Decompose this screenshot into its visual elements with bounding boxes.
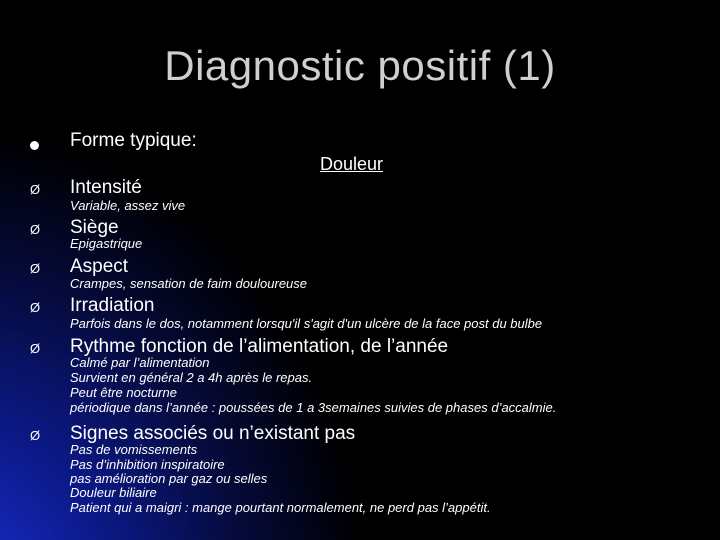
item-detail: Peut être nocturne xyxy=(70,385,177,400)
item-detail: périodique dans l’année : poussées de 1 a 3semaines suivies de phases d’accalmie. xyxy=(70,400,557,415)
arrow-bullet-icon: Ø xyxy=(30,341,41,356)
item-detail: Survient en général 2 a 4h après le repas. xyxy=(70,370,313,385)
item-heading: Siège xyxy=(70,217,119,238)
item-detail: Parfois dans le dos, notamment lorsqu'il s'agit d'un ulcère de la face post du bulbe xyxy=(70,316,543,331)
item-heading: Aspect xyxy=(70,256,129,277)
item-detail: Variable, assez vive xyxy=(70,198,186,213)
item-detail: pas amélioration par gaz ou selles xyxy=(70,471,268,486)
round-dot-icon xyxy=(30,138,44,153)
item-detail: Crampes, sensation de faim douloureuse xyxy=(70,276,308,291)
arrow-bullet-icon: Ø xyxy=(30,182,41,197)
arrow-bullet-icon: Ø xyxy=(30,300,41,315)
arrow-bullet-icon: Ø xyxy=(30,222,41,237)
item-detail: Patient qui a maigri : mange pourtant normalement, ne perd pas l’appétit. xyxy=(70,500,491,515)
intro-label: Forme typique: xyxy=(70,130,197,151)
arrow-bullet-icon: Ø xyxy=(30,428,41,443)
slide-title: Diagnostic positif (1) xyxy=(164,42,556,89)
item-heading: Signes associés ou n’existant pas xyxy=(70,423,356,444)
item-detail: Pas de vomissements xyxy=(70,442,198,457)
item-detail: Pas d’inhibition inspiratoire xyxy=(70,457,225,472)
item-heading: Irradiation xyxy=(70,295,155,316)
item-detail: Douleur biliaire xyxy=(70,485,157,500)
item-detail: Epigastrique xyxy=(70,236,143,251)
item-heading: Intensité xyxy=(70,177,142,198)
item-heading: Rythme fonction de l’alimentation, de l’année xyxy=(70,336,449,357)
section-heading: Douleur xyxy=(320,154,384,174)
item-detail: Calmé par l’alimentation xyxy=(70,355,210,370)
arrow-bullet-icon: Ø xyxy=(30,261,41,276)
